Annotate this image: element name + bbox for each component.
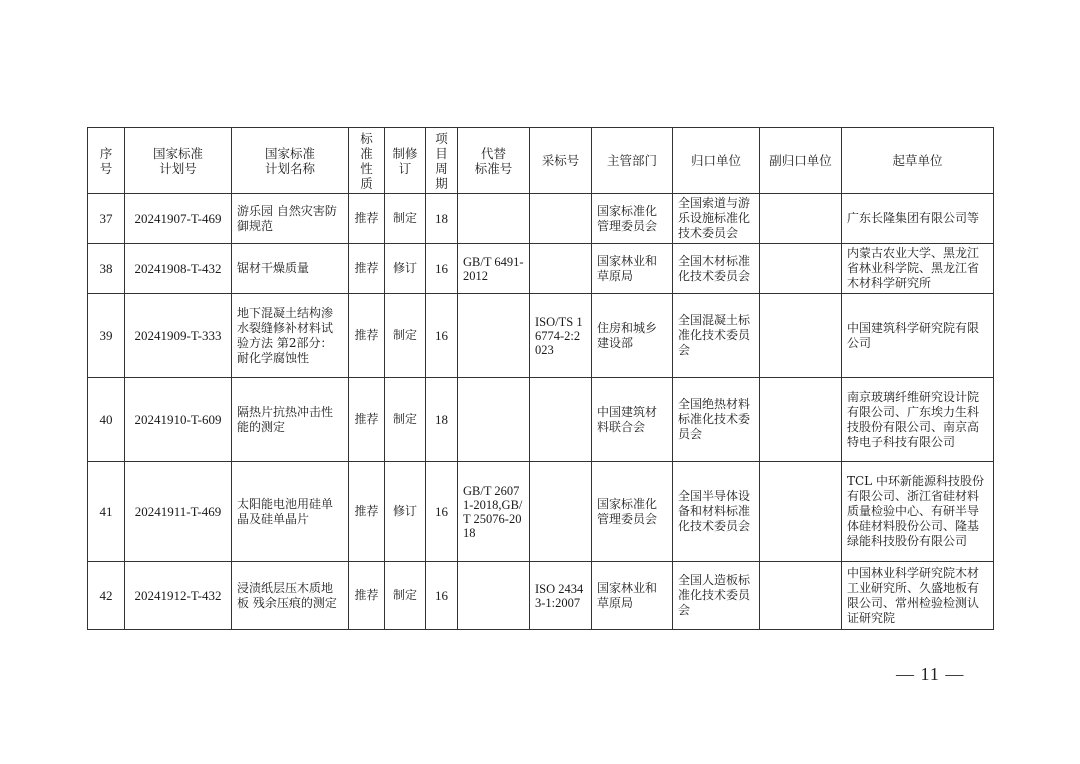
seq-cell: 40 — [88, 378, 125, 462]
plan-name-cell: 游乐园 自然灾害防御规范 — [232, 194, 349, 244]
header-col-seq: 序 号 — [88, 128, 125, 194]
seq-cell: 37 — [88, 194, 125, 244]
adopted-standard-cell: ISO 24343-1:2007 — [530, 562, 592, 630]
plan-name-cell: 地下混凝土结构渗水裂缝修补材料试验方法 第2部分：耐化学腐蚀性 — [232, 294, 349, 378]
drafting-units-cell: 内蒙古农业大学、黑龙江省林业科学院、黑龙江省木材科学研究所 — [842, 244, 994, 294]
plan-number-cell: 20241911-T-469 — [125, 462, 232, 562]
plan-name-cell: 隔热片抗热冲击性能的测定 — [232, 378, 349, 462]
drafting-units-cell: TCL 中环新能源科技股份有限公司、浙江省硅材料质量检验中心、有研半导体硅材料股份公司、隆基绿能科技股份有限公司 — [842, 462, 994, 562]
header-col-nature: 标 准 性 质 — [349, 128, 385, 194]
competent-dept-cell: 国家林业和草原局 — [592, 562, 673, 630]
revision-cell: 制定 — [385, 194, 426, 244]
period-cell: 18 — [426, 378, 458, 462]
table-body — [88, 194, 994, 630]
plan-name-cell: 太阳能电池用硅单晶及硅单晶片 — [232, 462, 349, 562]
drafting-units-cell: 南京玻璃纤维研究设计院有限公司、广东埃力生科技股份有限公司、南京高特电子科技有限公司 — [842, 378, 994, 462]
standards-plan-table — [87, 127, 994, 630]
sub-committee-cell — [760, 294, 842, 378]
period-cell: 16 — [426, 244, 458, 294]
adopted-standard-cell — [530, 378, 592, 462]
sub-committee-cell — [760, 378, 842, 462]
header-col-replaced-standard: 代替 标准号 — [458, 128, 530, 194]
nature-cell: 推荐 — [349, 562, 385, 630]
adopted-standard-cell — [530, 194, 592, 244]
competent-dept-cell: 中国建筑材料联合会 — [592, 378, 673, 462]
nature-cell: 推荐 — [349, 194, 385, 244]
table-row — [88, 244, 994, 294]
sub-committee-cell — [760, 562, 842, 630]
replaced-standard-cell: GB/T 26071-2018,GB/T 25076-2018 — [458, 462, 530, 562]
adopted-standard-cell — [530, 462, 592, 562]
sub-committee-cell — [760, 244, 842, 294]
table-row — [88, 462, 994, 562]
revision-cell: 修订 — [385, 244, 426, 294]
revision-cell: 修订 — [385, 462, 426, 562]
table-header — [88, 128, 994, 194]
drafting-units-cell: 中国建筑科学研究院有限公司 — [842, 294, 994, 378]
nature-cell: 推荐 — [349, 244, 385, 294]
sub-committee-cell — [760, 462, 842, 562]
replaced-standard-cell — [458, 294, 530, 378]
adopted-standard-cell — [530, 244, 592, 294]
revision-cell: 制定 — [385, 562, 426, 630]
header-row — [88, 128, 994, 194]
table-row — [88, 562, 994, 630]
header-col-period: 项 目 周 期 — [426, 128, 458, 194]
replaced-standard-cell: GB/T 6491-2012 — [458, 244, 530, 294]
header-col-plan-name: 国家标准 计划名称 — [232, 128, 349, 194]
plan-number-cell: 20241909-T-333 — [125, 294, 232, 378]
header-col-technical-committee: 归口单位 — [673, 128, 760, 194]
table-row — [88, 378, 994, 462]
competent-dept-cell: 国家林业和草原局 — [592, 244, 673, 294]
seq-cell: 38 — [88, 244, 125, 294]
seq-cell: 39 — [88, 294, 125, 378]
header-col-competent-dept: 主管部门 — [592, 128, 673, 194]
seq-cell: 42 — [88, 562, 125, 630]
technical-committee-cell: 全国混凝土标准化技术委员会 — [673, 294, 760, 378]
nature-cell: 推荐 — [349, 378, 385, 462]
plan-name-cell: 锯材干燥质量 — [232, 244, 349, 294]
replaced-standard-cell — [458, 562, 530, 630]
technical-committee-cell: 全国木材标准化技术委员会 — [673, 244, 760, 294]
adopted-standard-cell: ISO/TS 16774-2:2023 — [530, 294, 592, 378]
header-col-plan-number: 国家标准 计划号 — [125, 128, 232, 194]
drafting-units-cell: 中国林业科学研究院木材工业研究所、久盛地板有限公司、常州检验检测认证研究院 — [842, 562, 994, 630]
table-row — [88, 194, 994, 244]
replaced-standard-cell — [458, 378, 530, 462]
table-row — [88, 294, 994, 378]
technical-committee-cell: 全国人造板标准化技术委员会 — [673, 562, 760, 630]
competent-dept-cell: 住房和城乡建设部 — [592, 294, 673, 378]
revision-cell: 制定 — [385, 378, 426, 462]
replaced-standard-cell — [458, 194, 530, 244]
nature-cell: 推荐 — [349, 462, 385, 562]
sub-committee-cell — [760, 194, 842, 244]
page-number: — 11 — — [896, 664, 965, 684]
period-cell: 16 — [426, 294, 458, 378]
competent-dept-cell: 国家标准化管理委员会 — [592, 194, 673, 244]
header-col-drafting-units: 起草单位 — [842, 128, 994, 194]
plan-number-cell: 20241910-T-609 — [125, 378, 232, 462]
plan-number-cell: 20241908-T-432 — [125, 244, 232, 294]
competent-dept-cell: 国家标准化管理委员会 — [592, 462, 673, 562]
header-col-sub-committee: 副归口单位 — [760, 128, 842, 194]
plan-number-cell: 20241907-T-469 — [125, 194, 232, 244]
period-cell: 16 — [426, 562, 458, 630]
technical-committee-cell: 全国索道与游乐设施标准化技术委员会 — [673, 194, 760, 244]
period-cell: 18 — [426, 194, 458, 244]
drafting-units-cell: 广东长隆集团有限公司等 — [842, 194, 994, 244]
plan-name-cell: 浸渍纸层压木质地板 残余压痕的测定 — [232, 562, 349, 630]
plan-number-cell: 20241912-T-432 — [125, 562, 232, 630]
header-col-revision: 制修 订 — [385, 128, 426, 194]
period-cell: 16 — [426, 462, 458, 562]
revision-cell: 制定 — [385, 294, 426, 378]
header-col-adopted-standard: 采标号 — [530, 128, 592, 194]
seq-cell: 41 — [88, 462, 125, 562]
nature-cell: 推荐 — [349, 294, 385, 378]
technical-committee-cell: 全国绝热材料标准化技术委员会 — [673, 378, 760, 462]
technical-committee-cell: 全国半导体设备和材料标准化技术委员会 — [673, 462, 760, 562]
